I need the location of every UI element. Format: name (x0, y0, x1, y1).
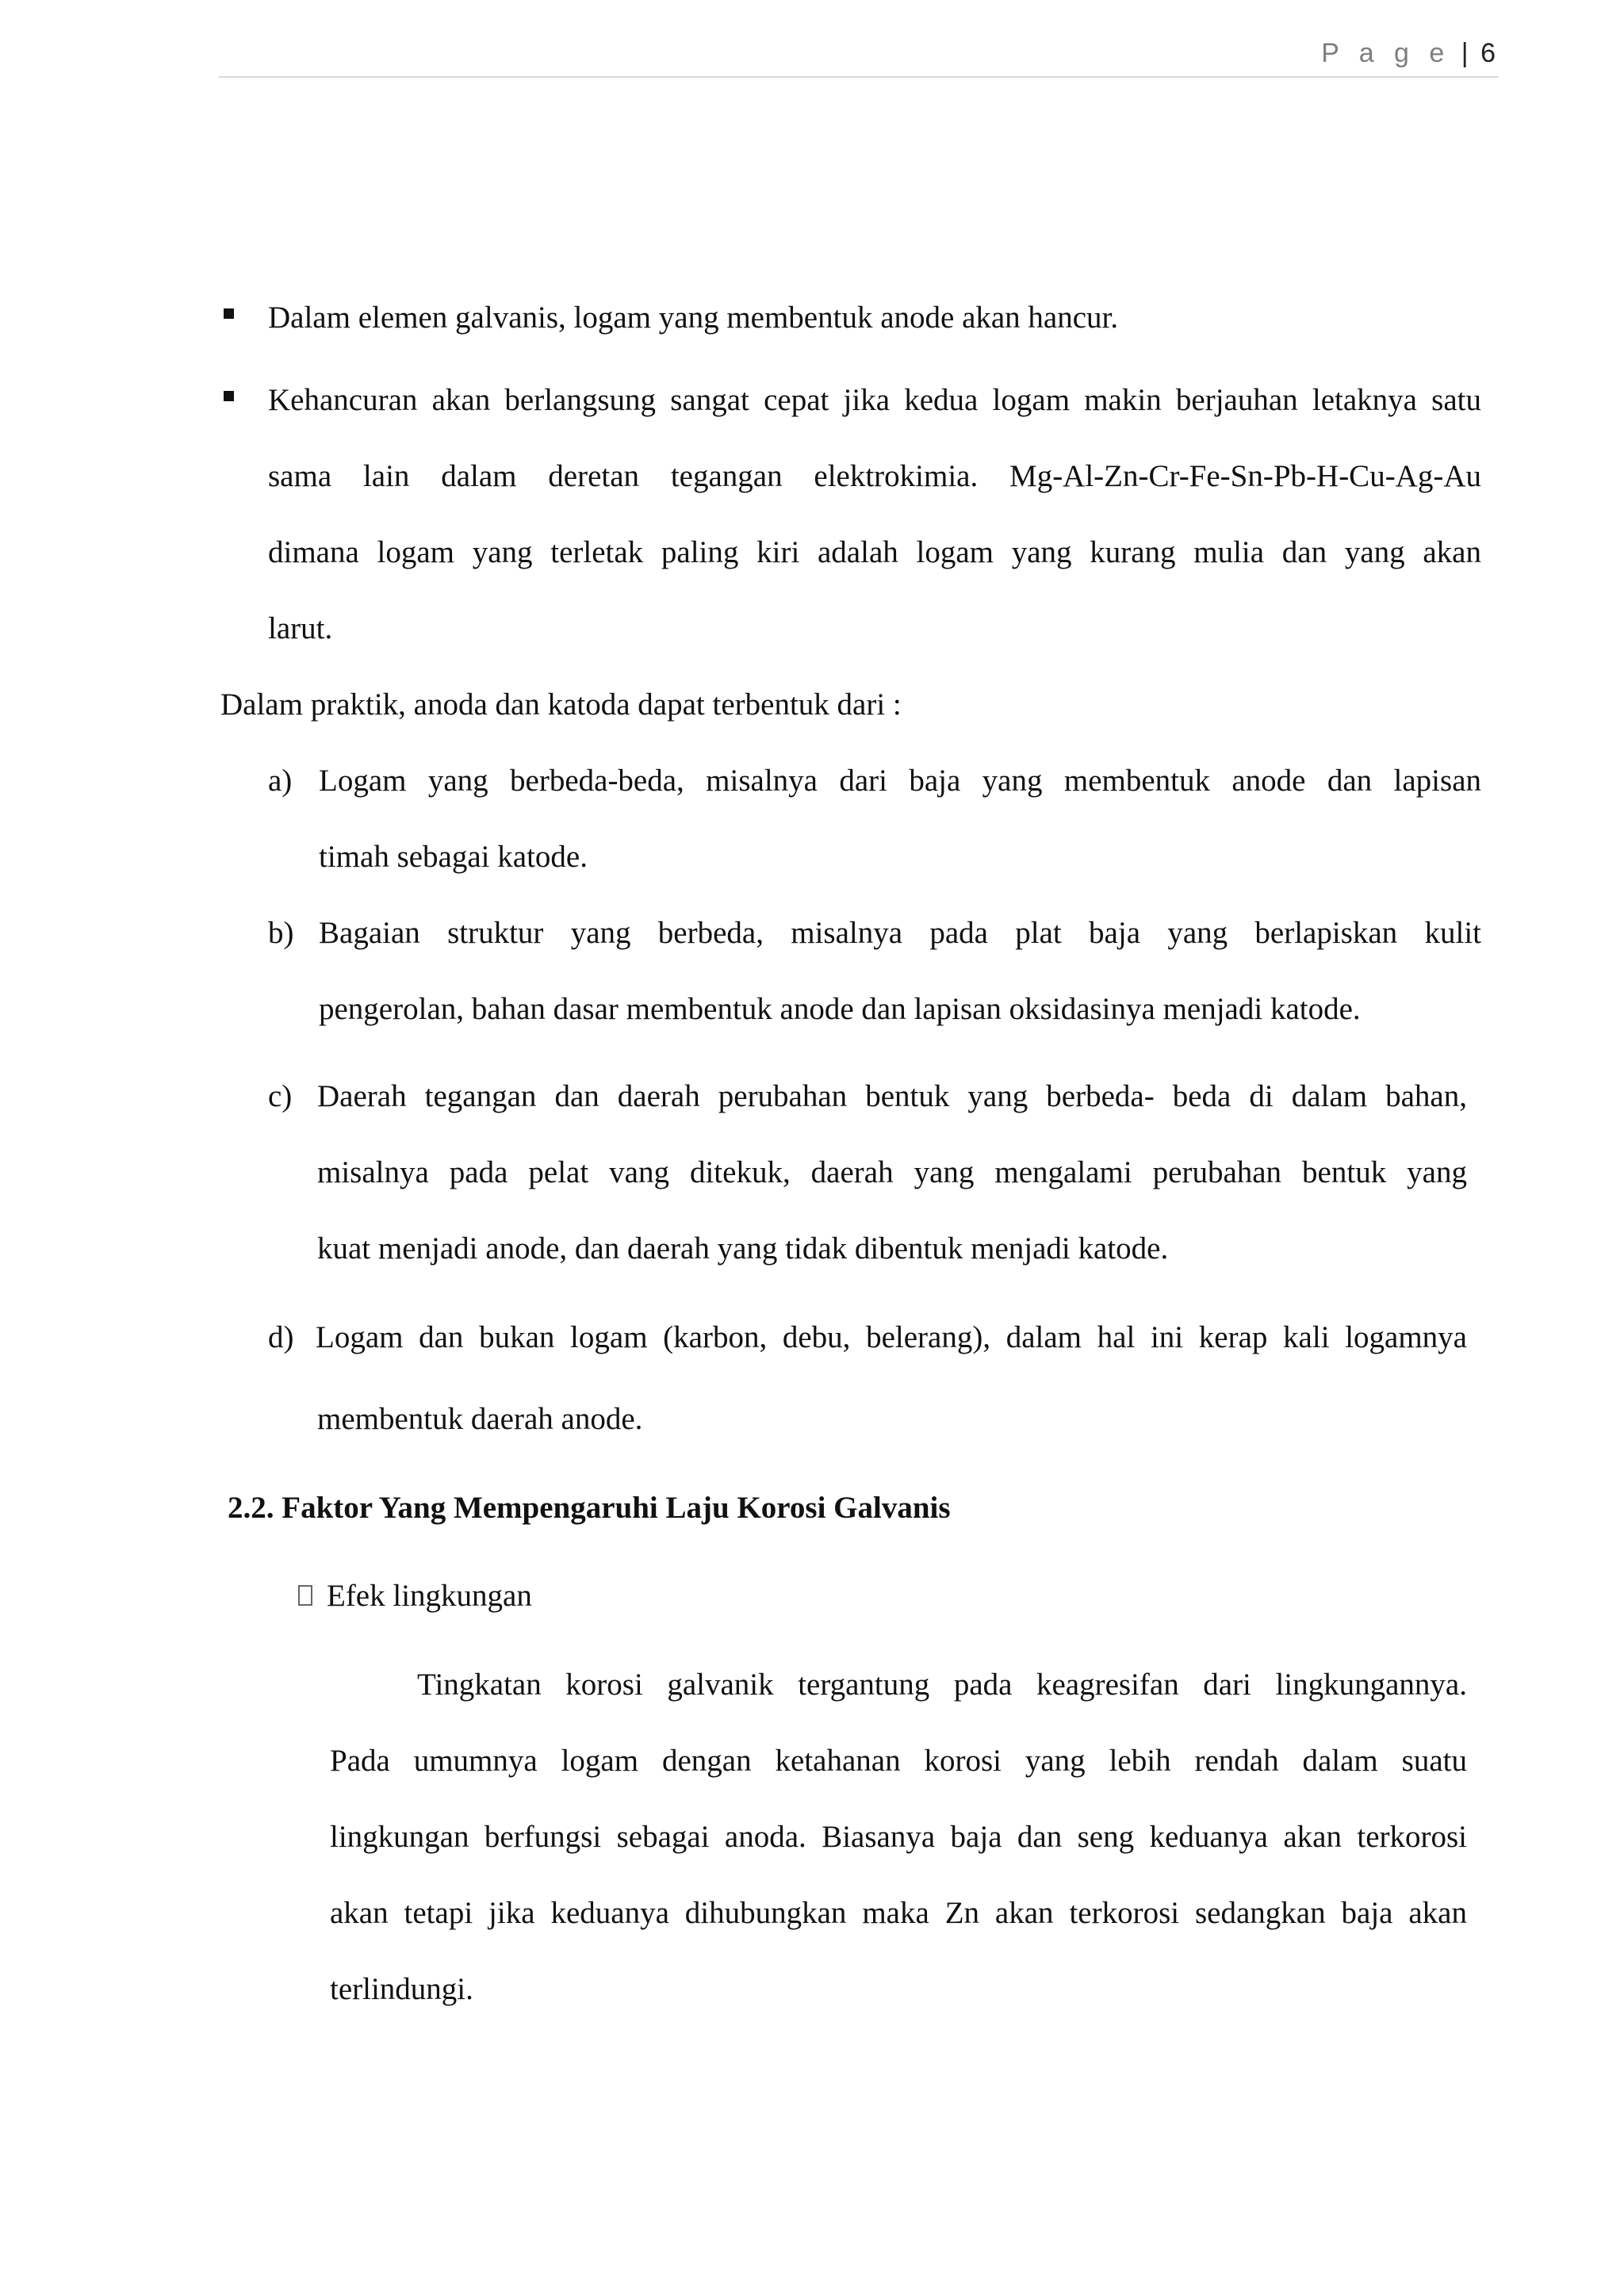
section-heading: 2.2. Faktor Yang Mempengaruhi Laju Korosi Galvanis (228, 1491, 951, 1525)
list-label-a: a) (268, 764, 293, 798)
list-a-line-1: Logam yang berbeda-beda, misalnya dari baja yang membentuk anode dan lapisan (319, 764, 1481, 798)
paragraph-line-1: Tingkatan korosi galvanik tergantung pada keagresifan dari lingkungannya. (417, 1668, 1467, 1702)
list-a-line-2: timah sebagai katode. (319, 840, 588, 874)
list-label-c: c) (268, 1079, 293, 1113)
bullet-2-line-2: sama lain dalam deretan tegangan elektrokimia. Mg-Al-Zn-Cr-Fe-Sn-Pb-H-Cu-Ag-Au (268, 459, 1481, 493)
intro-text: Dalam praktik, anoda dan katoda dapat terbentuk dari : (220, 687, 902, 722)
page-label: P a g e (1321, 38, 1451, 68)
list-c-line-1: Daerah tegangan dan daerah perubahan bentuk yang berbeda- beda di dalam bahan, (317, 1079, 1467, 1113)
bullet-square-icon (224, 308, 234, 319)
empty-box-icon (298, 1585, 312, 1606)
list-d-line-1: Logam dan bukan logam (karbon, debu, belerang), dalam hal ini kerap kali logamnya (316, 1320, 1467, 1354)
paragraph-line-3: lingkungan berfungsi sebagai anoda. Biasanya baja dan seng keduanya akan terkorosi (330, 1820, 1467, 1854)
bullet-2-line-3: dimana logam yang terletak paling kiri adalah logam yang kurang mulia dan yang akan (268, 535, 1481, 569)
bullet-2-line-1: Kehancuran akan berlangsung sangat cepat jika kedua logam makin berjauhan letaknya satu (268, 383, 1481, 417)
bullet-2-line-4: larut. (268, 611, 333, 645)
page-number (1321, 38, 1496, 69)
paragraph-line-4: akan tetapi jika keduanya dihubungkan maka Zn akan terkorosi sedangkan baja akan (330, 1896, 1467, 1930)
list-c-line-3: kuat menjadi anode, dan daerah yang tidak dibentuk menjadi katode. (317, 1231, 1169, 1266)
page-header (219, 35, 1499, 78)
paragraph-line-5: terlindungi. (330, 1972, 473, 2006)
list-c-line-2: misalnya pada pelat vang ditekuk, daerah yang mengalami perubahan bentuk yang (317, 1155, 1467, 1189)
bullet-square-icon (224, 391, 234, 401)
page-separator: | (1461, 38, 1469, 68)
bullet-1-line-1: Dalam elemen galvanis, logam yang membentuk anode akan hancur. (268, 301, 1119, 335)
list-b-line-2: pengerolan, bahan dasar membentuk anode dan lapisan oksidasinya menjadi katode. (319, 992, 1361, 1026)
list-label-d: d) (268, 1320, 294, 1354)
page-number-value: 6 (1480, 38, 1496, 68)
section-subitem: Efek lingkungan (327, 1579, 532, 1613)
list-label-b: b) (268, 916, 294, 950)
list-d-line-2: membentuk daerah anode. (317, 1402, 643, 1436)
paragraph-line-2: Pada umumnya logam dengan ketahanan korosi yang lebih rendah dalam suatu (330, 1744, 1467, 1778)
list-b-line-1: Bagaian struktur yang berbeda, misalnya pada plat baja yang berlapiskan kulit (319, 916, 1481, 950)
